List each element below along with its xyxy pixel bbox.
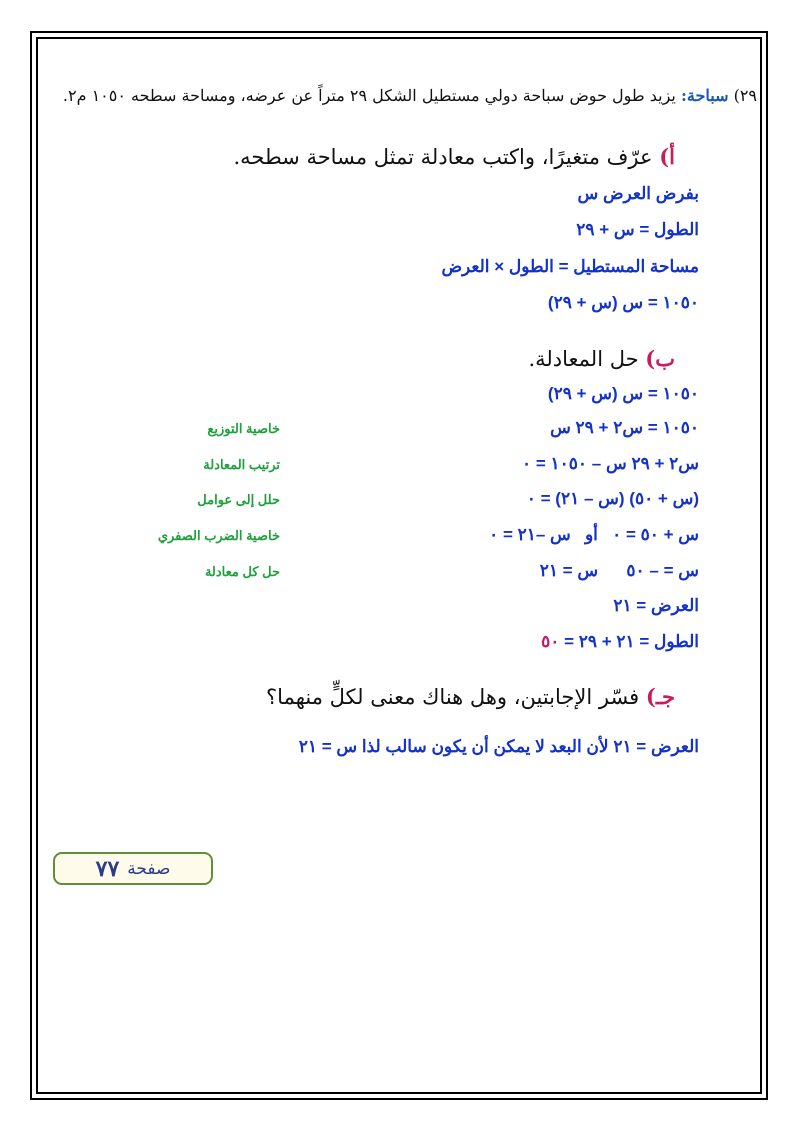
part-a-line-2: الطول = س + ٢٩ [576,220,699,239]
problem-text: يزيد طول حوض سباحة دولي مستطيل الشكل ٢٩ متراً عن عرضه، ومساحة سطحه ١٠٥٠ م٢. [62,86,676,105]
part-c-question-text: فسّر الإجابتين، وهل هناك معنى لكلٍّ منهما؟ [266,685,640,709]
problem-keyword: سباحة: [680,86,729,105]
problem-number: ٢٩) [733,86,757,105]
problem-statement [63,86,757,105]
step-5-note: خاصية الضرب الصفري [157,528,280,543]
step-4-equation: (س + ٥٠) (س – ٢١) = ٠ [526,489,699,508]
part-b-label: ب) [645,346,675,371]
step-2-note: خاصية التوزيع [207,421,280,436]
step-1-equation: ١٠٥٠ = س (س + ٢٩) [547,384,699,403]
part-c-label: جـ) [645,684,675,709]
step-6-equation: س = – ٥٠ س = ٢١ [539,561,699,580]
part-b-question-text: حل المعادلة. [528,347,639,371]
part-a-question [233,144,675,169]
part-c-question [266,684,675,709]
step-3-note: ترتيب المعادلة [203,457,280,472]
step-6-note: حل كل معادلة [204,564,280,579]
part-a-label: أ) [659,144,675,169]
page-number-badge [53,852,213,885]
width-result: العرض = ٢١ [613,596,699,615]
length-expression: الطول = ٢١ + ٢٩ = [559,632,699,651]
part-a-line-1: بفرض العرض س [577,184,699,203]
length-result [541,632,699,652]
part-c-answer: العرض = ٢١ لأن البعد لا يمكن أن يكون سالب لذا س = ٢١ [298,737,699,756]
part-a-line-4: ١٠٥٠ = س (س + ٢٩) [547,293,699,312]
part-a-question-text: عرّف متغيرًا، واكتب معادلة تمثل مساحة سطحه. [233,145,653,169]
length-value: ٥٠ [541,632,560,651]
page-number: ٧٧ [95,855,120,882]
page-word: صفحة [127,858,171,879]
step-3-equation: س٢ + ٢٩ س – ١٠٥٠ = ٠ [522,454,699,473]
step-4-note: حلل إلى عوامل [197,492,280,507]
step-2-equation: ١٠٥٠ = س٢ + ٢٩ س [550,418,699,437]
part-a-line-3: مساحة المستطيل = الطول × العرض [441,257,699,276]
step-5-equation: س + ٥٠ = ٠ أو س –٢١ = ٠ [489,525,699,544]
part-b-question [528,346,675,371]
